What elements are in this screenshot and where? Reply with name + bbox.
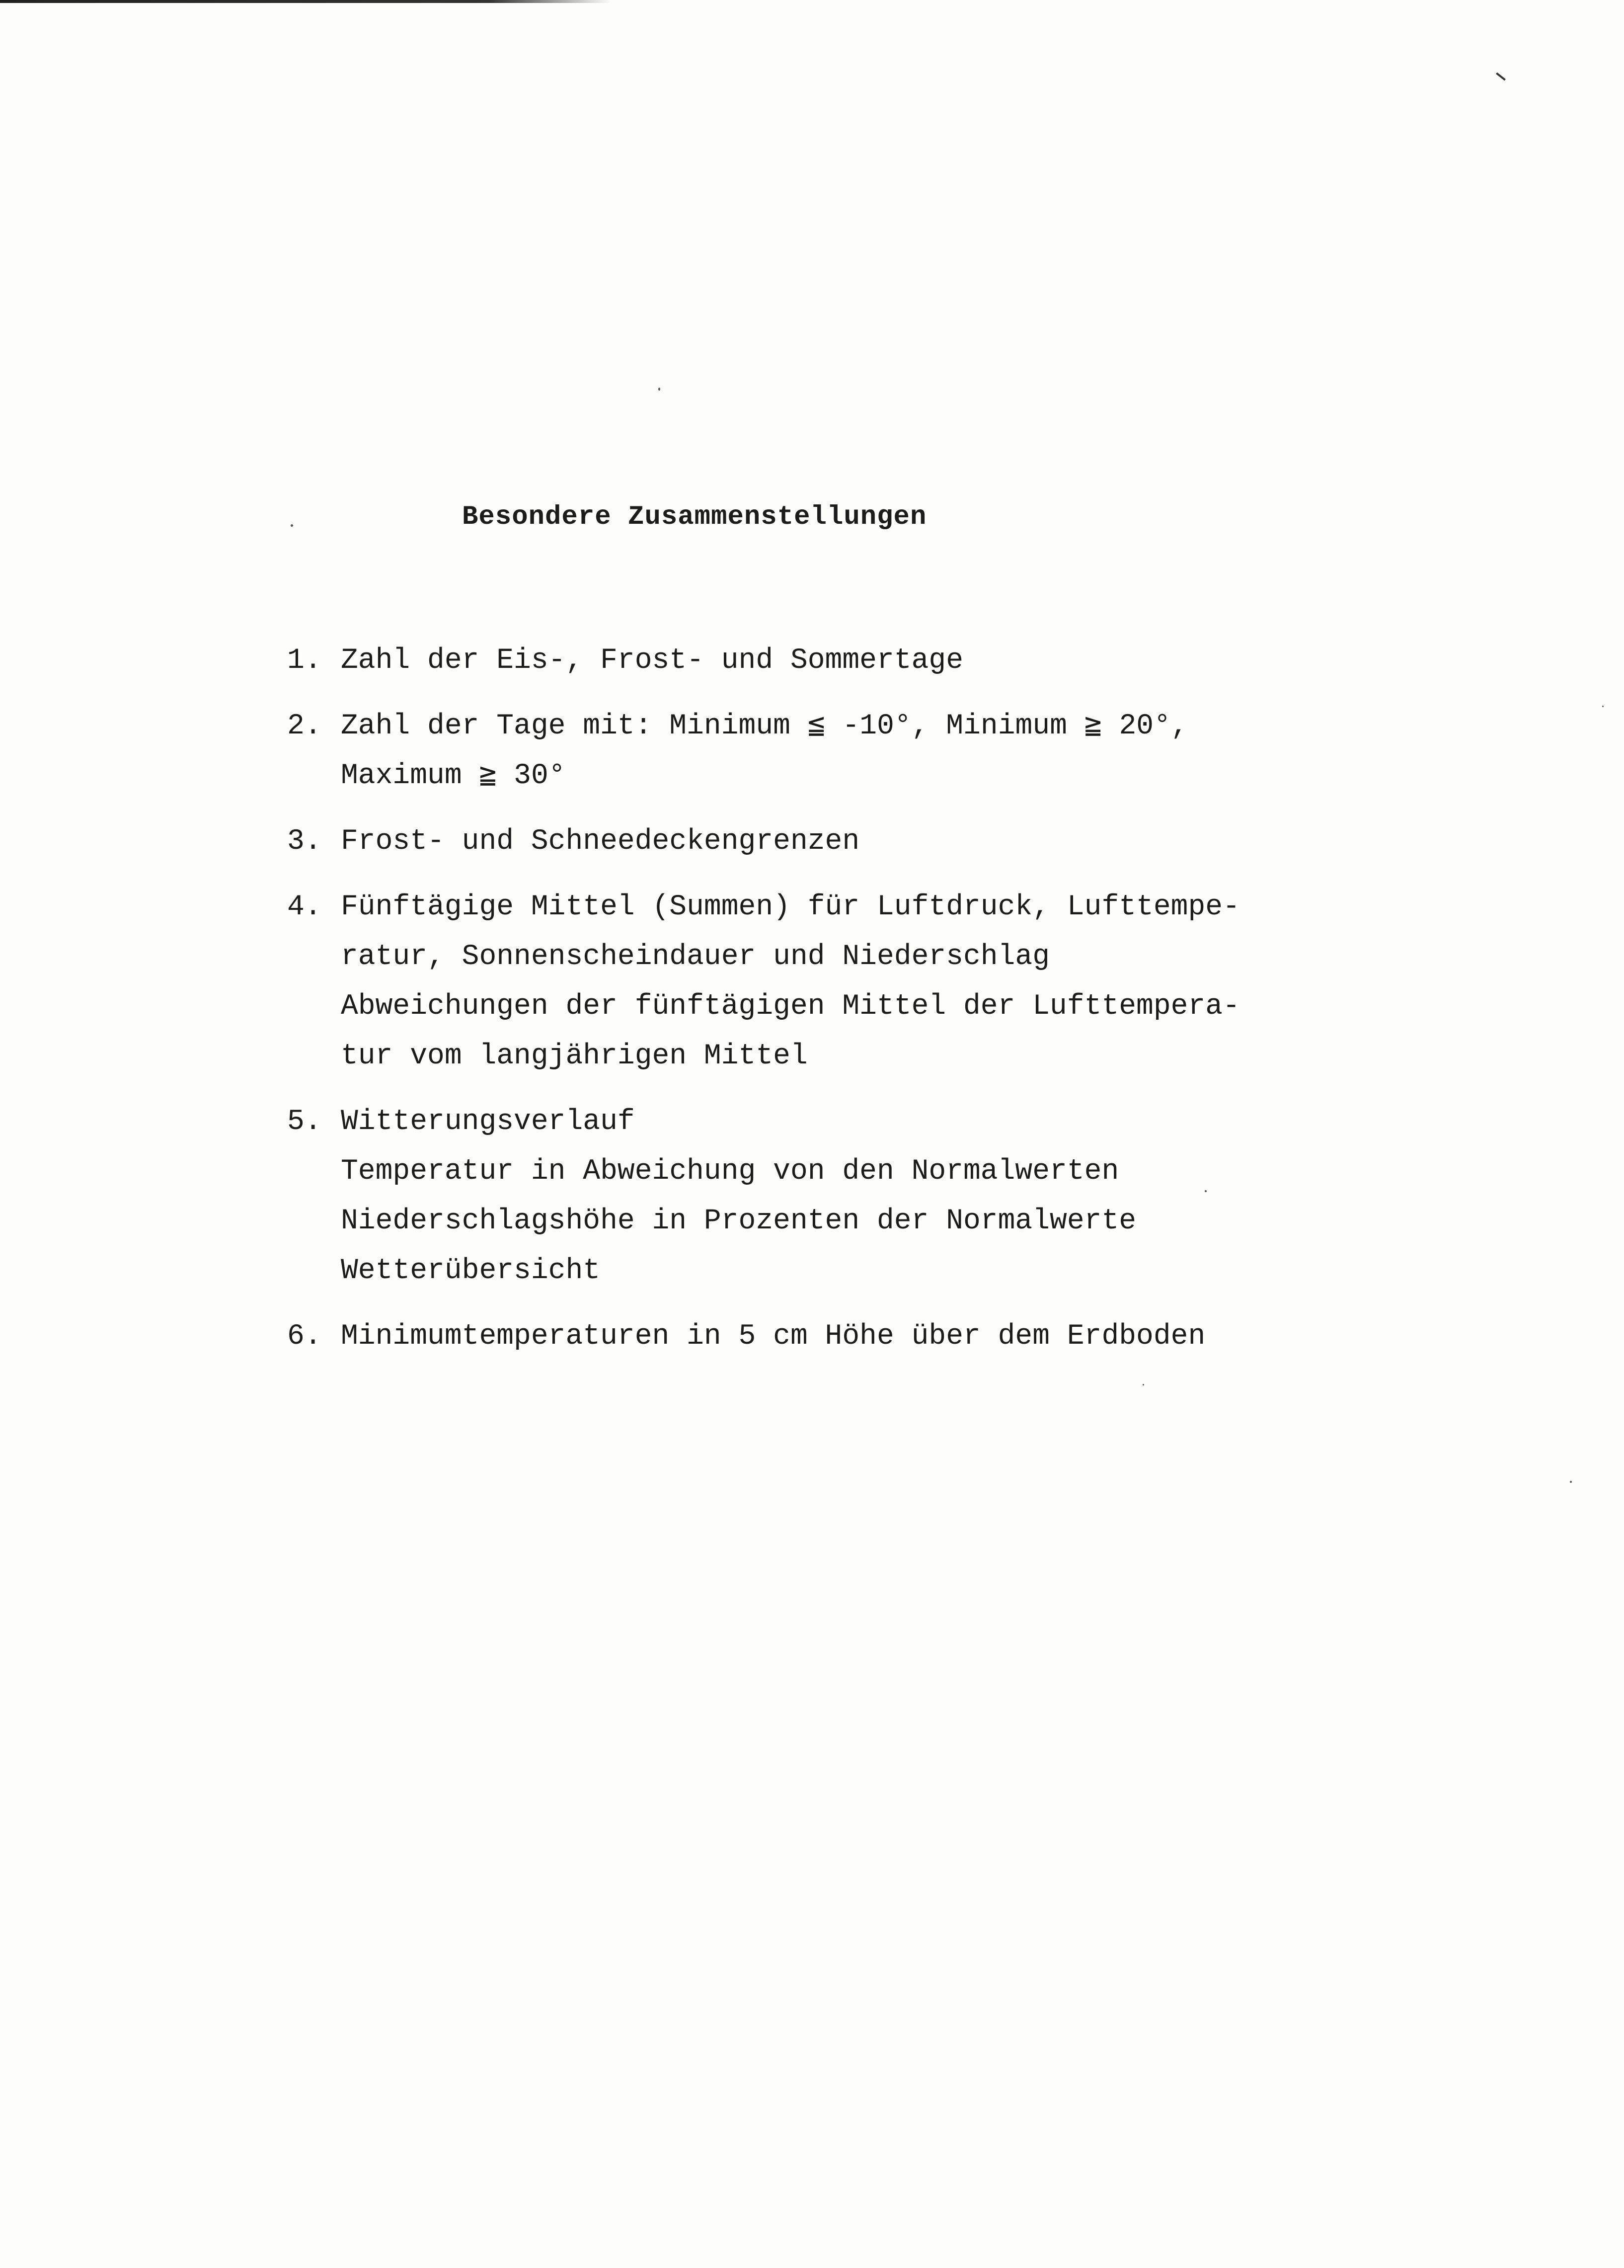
list-item [287,702,1330,801]
item-number: 3. [287,825,322,858]
item-line: Niederschlagshöhe in Prozenten der Normalwerte [341,1205,1137,1237]
list-item [287,1312,1330,1362]
item-line: Fünftägige Mittel (Summen) für Luftdruck, Lufttempe- [341,891,1240,923]
page-title: Besondere Zusammenstellungen [462,502,927,532]
item-text [341,1312,1330,1362]
list-item [287,636,1330,686]
item-line: Zahl der Eis-, Frost- und Sommertage [341,645,964,677]
dust-speck [1602,706,1604,707]
item-text [341,1097,1330,1296]
dust-speck [1143,1384,1144,1385]
pen-mark [1496,73,1506,81]
dust-speck [291,524,293,527]
item-number: 6. [287,1320,322,1353]
item-line: ratur, Sonnenscheindauer und Niederschlag [341,941,1050,973]
list-item [287,883,1330,1081]
item-number: 2. [287,710,322,742]
item-line: tur vom langjährigen Mittel [341,1040,808,1072]
item-line: Zahl der Tage mit: Minimum ≦ -10°, Minimum ≧ 20°, [341,710,1188,742]
item-line: Abweichungen der fünftägigen Mittel der Lufttempera- [341,990,1240,1023]
scan-edge-line [0,0,611,3]
item-text [341,817,1330,867]
item-text [341,702,1330,801]
item-line: Minimumtemperaturen in 5 cm Höhe über dem Erdboden [341,1320,1206,1353]
contents-list [287,636,1330,1377]
item-line: Wetterübersicht [341,1255,601,1287]
item-number: 4. [287,891,322,923]
item-line: Witterungsverlauf [341,1106,635,1138]
list-item [287,817,1330,867]
dust-speck [658,388,660,391]
dust-speck [1570,1481,1572,1483]
item-number: 5. [287,1106,322,1138]
item-line: Maximum ≧ 30° [341,760,566,792]
item-text [341,883,1330,1081]
item-line: Temperatur in Abweichung von den Normalwerten [341,1155,1119,1188]
item-line: Frost- und Schneedeckengrenzen [341,825,860,858]
item-text [341,636,1330,686]
item-number: 1. [287,645,322,677]
list-item [287,1097,1330,1296]
